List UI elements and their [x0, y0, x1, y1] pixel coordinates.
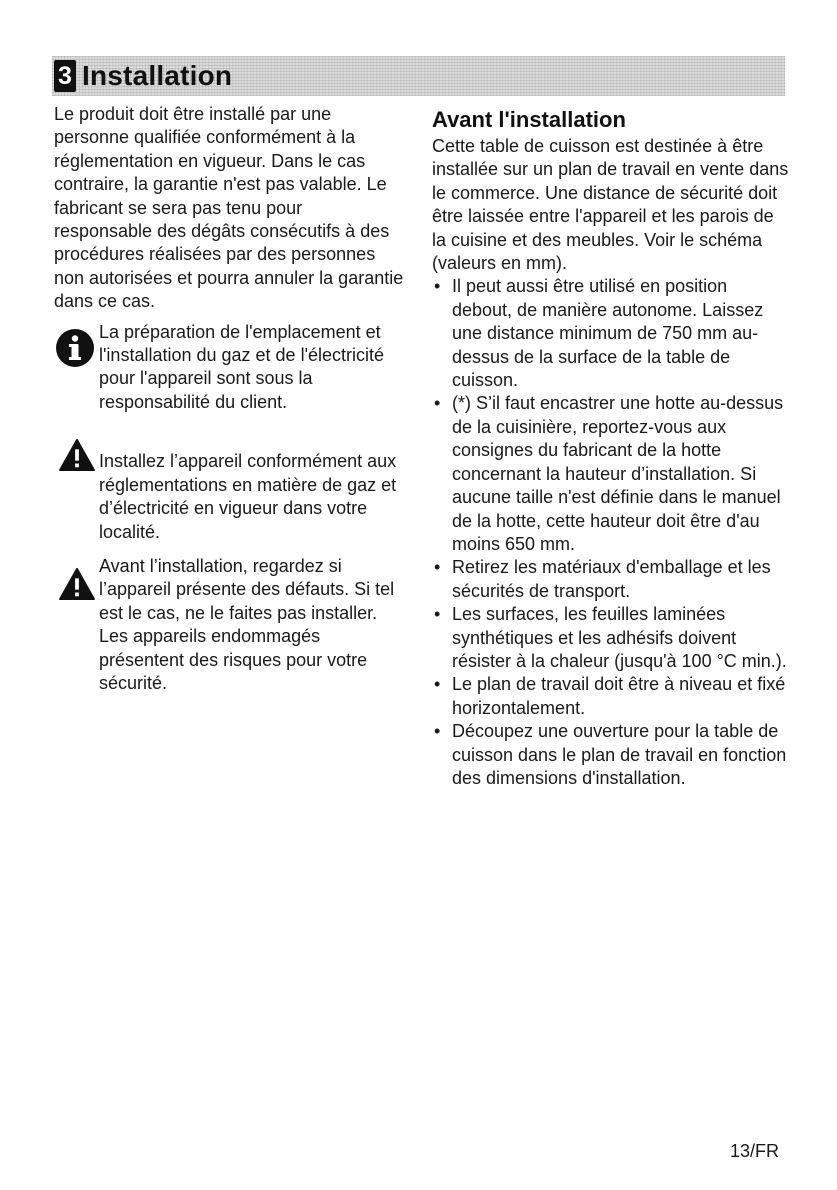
warning-note-text-continued: Les appareils endommagés présentent des risques pour votre sécurité. — [99, 626, 368, 693]
list-item: • Découpez une ouverture pour la table de cuisson dans le plan de travail en fonction des dimensions d'installation. — [432, 720, 792, 790]
warning-icon — [58, 438, 96, 472]
section-title: Installation — [82, 60, 233, 91]
list-item: • Les surfaces, les feuilles laminées synthétiques et les adhésifs doivent résister à la chaleur (jusqu'à 100 °C min.). — [432, 603, 792, 673]
bullet-list — [432, 275, 792, 790]
section-header — [52, 56, 785, 96]
warning-note-text: Avant l’installation, regardez si l’appareil présente des défauts. Si tel est le cas, ne le faites pas installer. — [99, 555, 395, 623]
section-number-badge: 3 — [54, 60, 76, 92]
intro-paragraph: Le produit doit être installé par une personne qualifiée conformément à la réglementation en vigueur. Dans le cas contraire, la garantie n'est pas valable. Le fabricant se sera pas tenu pour responsable des dégâts consécutifs à des procédures réalisées par des personnes non autorisées et pourra annuler la garantie dans ce cas. — [54, 104, 404, 312]
subsection-title: Avant l'installation — [432, 107, 626, 132]
page-number: 13/FR — [730, 1141, 780, 1161]
list-item: • Il peut aussi être utilisé en position debout, de manière autonome. Laissez une distance minimum de 750 mm au-dessus de la surface de la table de cuisson. — [432, 275, 792, 392]
warning-icon — [58, 567, 96, 601]
subsection-intro: Cette table de cuisson est destinée à être installée sur un plan de travail en vente dans le commerce. Une distance de sécurité doit être laissée entre l'appareil et les parois de la cuisine et des meubles. Voir le schéma (valeurs en mm). — [432, 136, 789, 274]
right-column — [432, 106, 792, 790]
info-note-text: La préparation de l'emplacement et l'installation du gaz et de l'électricité pour l'appareil sont sous la responsabilité du client. — [99, 321, 385, 412]
warning-note-text: Installez l’appareil conformément aux réglementations en matière de gaz et d’électricité en vigueur dans votre localité. — [99, 451, 397, 542]
warning-note — [54, 555, 404, 695]
left-column — [54, 103, 404, 695]
list-item: • Retirez les matériaux d'emballage et les sécurités de transport. — [432, 556, 792, 603]
info-icon — [55, 328, 95, 368]
info-note — [54, 321, 404, 415]
warning-note — [54, 438, 404, 544]
list-item: • (*) S’il faut encastrer une hotte au-dessus de la cuisinière, reportez-vous aux consignes du fabricant de la hotte concernant la hauteur d’installation. Si aucune taille n'est définie dans le manuel de la hotte, cette hauteur doit être d'au moins 650 mm. — [432, 392, 792, 556]
list-item: • Le plan de travail doit être à niveau et fixé horizontalement. — [432, 673, 792, 720]
